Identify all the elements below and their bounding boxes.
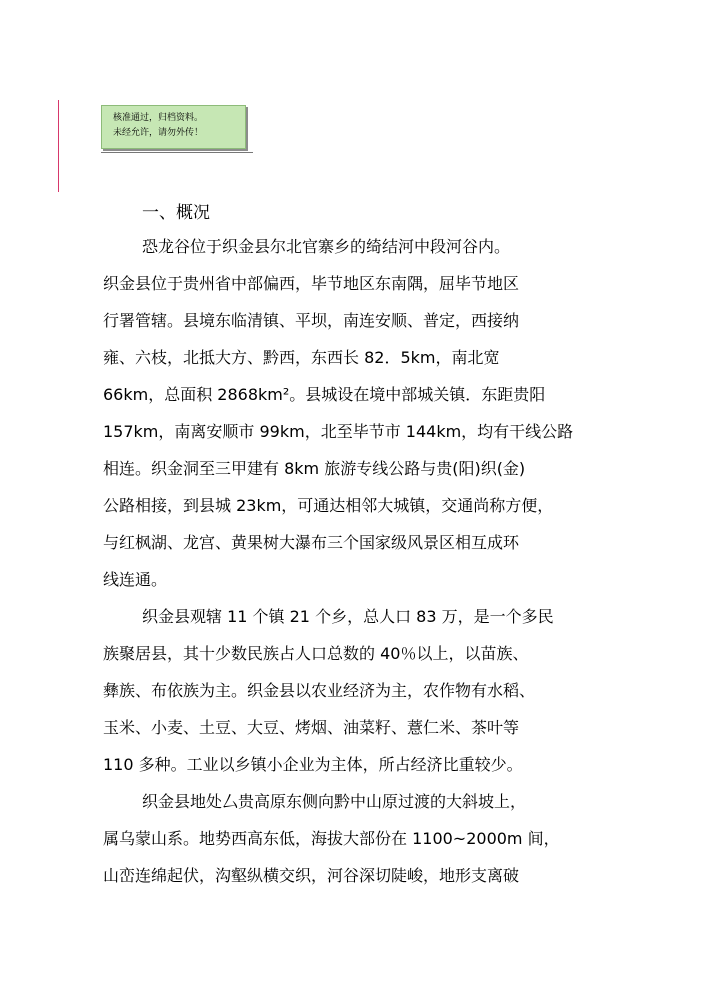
paragraph-line: 157km，南离安顺市 99km，北至毕节市 144km，均有干线公路 [103,422,574,441]
paragraph-line: 线连通。 [103,570,168,589]
paragraph-line: 110 多种。工业以乡镇小企业为主体，所占经济比重较少。 [103,755,523,774]
stamp-line-1: 核准通过，归档资料。 [113,113,204,123]
paragraph-line: 山峦连绵起伏，沟壑纵横交织，河谷深切陡峻，地形支离破 [103,866,520,885]
section-heading: 一、概况 [142,203,210,223]
paragraph-line: 恐龙谷位于织金县尔北官寨乡的绮结河中段河谷内。 [142,237,511,256]
paragraph-line: 属乌蒙山系。地势西高东低，海拔大部份在 1100~2000m 间， [103,829,560,848]
paragraph-line: 相连。织金洞至三甲建有 8km 旅游专线公路与贵(阳)织(金) [103,459,526,478]
paragraph-line: 织金县位于贵州省中部偏西，毕节地区东南隅，屈毕节地区 [103,274,520,293]
paragraph-line: 玉米、小麦、土豆、大豆、烤烟、油菜籽、薏仁米、茶叶等 [103,718,520,737]
paragraph-line: 彝族、布依族为主。织金县以农业经济为主，农作物有水稻、 [103,681,536,700]
paragraph-line: 族聚居县，其十少数民族占人口总数的 40％以上，以苗族、 [103,644,529,663]
paragraph-line: 织金县观辖 11 个镇 21 个乡，总人口 83 万，是一个多民 [142,607,554,626]
paragraph-line: 雍、六枝，北抵大方、黔西，东西长 82．5km，南北宽 [103,348,500,367]
paragraph-line: 织金县地处厶贵高原东侧向黔中山原过渡的大斜坡上， [142,792,527,811]
paragraph-line: 与红枫湖、龙宫、黄果树大瀑布三个国家级风景区相互成环 [103,533,520,552]
stamp-underline [101,152,253,153]
paragraph-line: 公路相接，到县城 23km，可通达相邻大城镇，交通尚称方便， [103,496,554,515]
stamp-line-2: 未经允许，请勿外传！ [113,128,204,138]
paragraph-line: 66km，总面积 2868km²。县城设在境中部城关镇．东距贵阳 [103,385,546,404]
margin-rule [58,100,59,192]
paragraph-line: 行署管辖。县境东临清镇、平坝，南连安顺、普定，西接纳 [103,311,520,330]
approval-stamp [101,105,246,149]
